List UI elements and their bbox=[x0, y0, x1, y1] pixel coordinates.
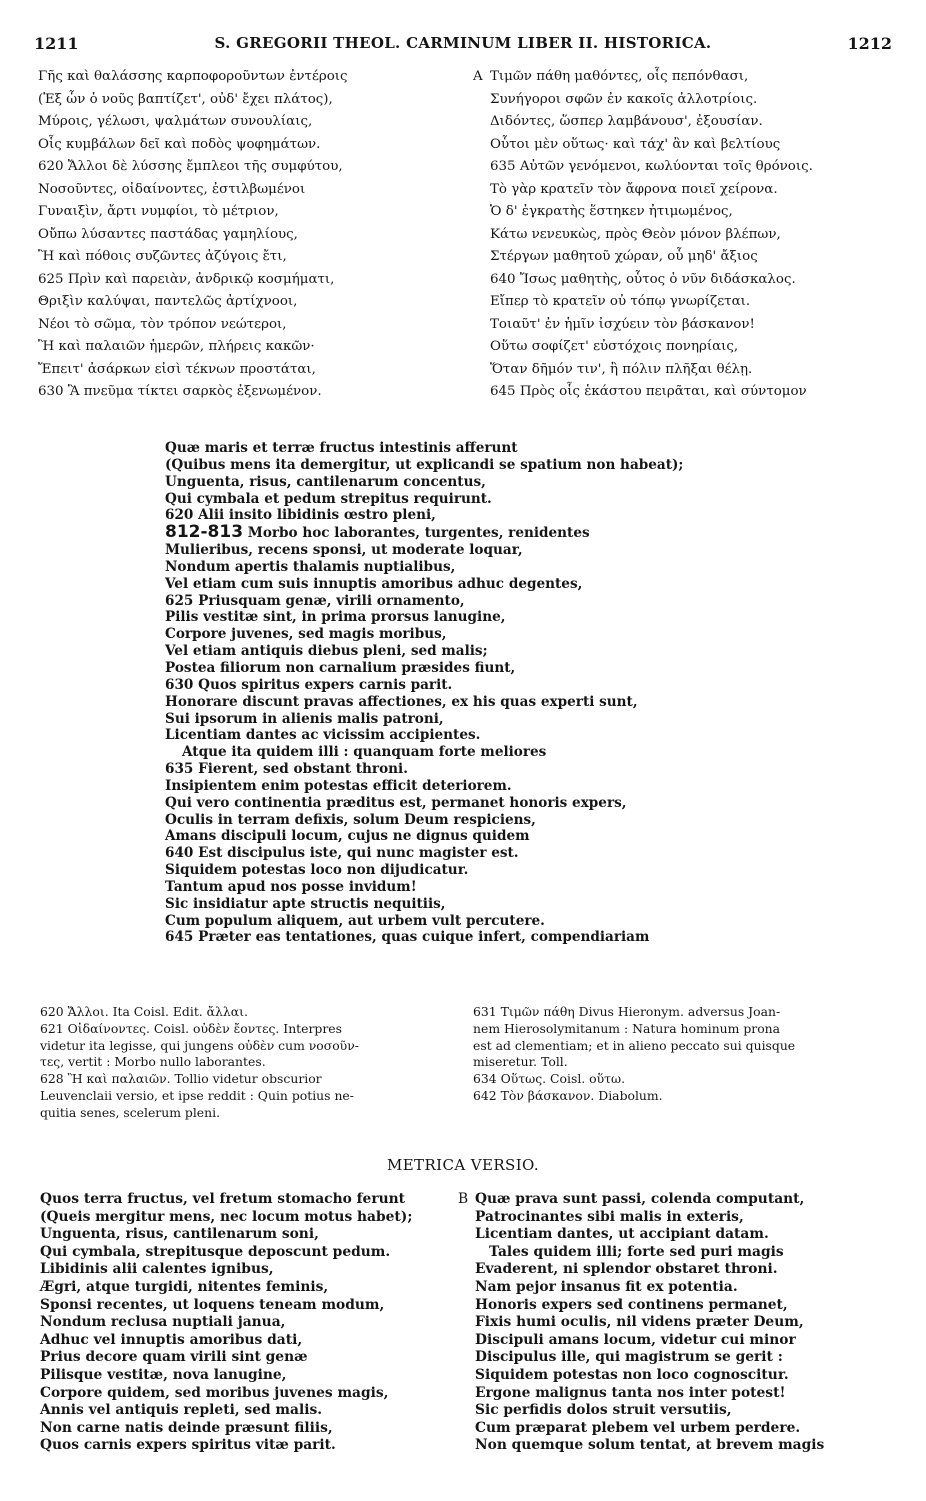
column-letter-marker: A bbox=[473, 69, 483, 84]
page-number-left: 1211 bbox=[34, 34, 79, 53]
latin-verse-line: Tantum apud nos posse invidum! bbox=[165, 878, 417, 895]
verse-text: Discipuli amans locum, videtur cui minor bbox=[475, 1331, 796, 1348]
verse-text: Οὕτω σοφίζετ' εὐστόχοις πονηρίαις, bbox=[490, 339, 739, 354]
metrica-verse-line bbox=[458, 1226, 898, 1244]
metrica-verse-line: Qui cymbala, strepitusque deposcunt pedum. bbox=[40, 1243, 391, 1260]
metrica-verse-line: Corpore quidem, sed moribus juvenes magis, bbox=[40, 1384, 389, 1401]
greek-verse-line bbox=[473, 134, 893, 157]
metrica-verse-line: Non carne natis deinde præsunt filiis, bbox=[40, 1419, 333, 1436]
metrica-versio-left-column bbox=[40, 1191, 460, 1455]
verse-text: Τιμῶν πάθη μαθόντες, οἷς πεπόνθασι, bbox=[490, 69, 749, 84]
latin-verse-line: Cum populum aliquem, aut urbem vult percutere. bbox=[165, 912, 545, 929]
metrica-verse-line: Nondum reclusa nuptiali janua, bbox=[40, 1314, 286, 1331]
footnote-line: 620 Ἄλλοι. Ita Coisl. Edit. ἄλλαι. bbox=[40, 1004, 248, 1019]
greek-verse-line: Νοσοῦντες, οἰδαίνοντες, ἐστιλβωμένοι bbox=[38, 181, 306, 197]
greek-verse-line bbox=[473, 381, 893, 404]
greek-verse-line: Γῆς καὶ θαλάσσης καρποφοροῦντων ἐντέροις bbox=[38, 69, 348, 84]
verse-text: Cum præparat plebem vel urbem perdere. bbox=[475, 1419, 801, 1436]
metrica-verse-line bbox=[458, 1209, 898, 1227]
verse-text: Licentiam dantes, ut accipiant datam. bbox=[475, 1226, 769, 1243]
footnote-line: 628 Ἢ καὶ παλαιῶν. Tollio videtur obscurior bbox=[40, 1071, 322, 1087]
metrica-verse-line: Pilisque vestitæ, nova lanugine, bbox=[40, 1366, 287, 1383]
greek-verse-line bbox=[473, 359, 893, 382]
greek-verse-line bbox=[473, 224, 893, 247]
verse-text: Διδόντες, ὥσπερ λαμβάνουσ', ἐξουσίαν. bbox=[490, 114, 763, 129]
greek-verse-line bbox=[473, 269, 893, 292]
footnote-line: est ad clementiam; et in alieno peccato sui quisque bbox=[473, 1037, 796, 1053]
metrica-verse-line bbox=[458, 1191, 898, 1209]
latin-verse-line: (Quibus mens ita demergitur, ut explicandi se spatium non habeat); bbox=[165, 456, 684, 473]
metrica-verse-line: (Queis mergitur mens, nec locum motus habet); bbox=[40, 1208, 413, 1225]
verse-text: Tales quidem illi; forte sed puri magis bbox=[489, 1243, 784, 1260]
verse-text: Τὸ γὰρ κρατεῖν τὸν ἄφρονα ποιεῖ χείρονα. bbox=[490, 181, 778, 197]
metrica-verse-line bbox=[458, 1244, 898, 1262]
metrica-verse-line: Libidinis alii calentes ignibus, bbox=[40, 1261, 274, 1278]
footnote-line: 621 Οἰδαίνοντες. Coisl. οὐδὲν ἔοντες. Interpres bbox=[40, 1020, 342, 1036]
metrica-verse-line bbox=[458, 1420, 898, 1438]
latin-verse-line: Unguenta, risus, cantilenarum concentus, bbox=[165, 473, 486, 490]
footnote-line: videtur ita legisse, qui jungens οὐδὲν cum νοσοῦν- bbox=[40, 1037, 359, 1053]
greek-verse-line: 625 Πρὶν καὶ παρειὰν, ἀνδρικῷ κοσμήματι, bbox=[38, 271, 335, 287]
latin-verse-line: Vel etiam cum suis innuptis amoribus adhuc degentes, bbox=[165, 575, 583, 592]
greek-verse-line bbox=[473, 201, 893, 224]
section-title: METRICA VERSIO. bbox=[386, 1156, 540, 1174]
greek-verse-line: Θριξὶν καλύψαι, παντελῶς ἀρτίχνοοι, bbox=[38, 294, 298, 309]
running-title: S. GREGORII THEOL. CARMINUM LIBER II. HISTORICA. bbox=[214, 34, 712, 52]
metrica-verse-line bbox=[458, 1279, 898, 1297]
metrica-verse-line: Quos terra fructus, vel fretum stomacho ferunt bbox=[40, 1191, 406, 1207]
metrica-verse-line bbox=[458, 1314, 898, 1332]
footnote-line: 642 Τὸν βάσκανον. Diabolum. bbox=[473, 1087, 663, 1103]
footnote-line: Leuvenclaii versio, et ipse reddit : Quin potius ne- bbox=[40, 1087, 354, 1103]
latin-verse-line: Sui ipsorum in alienis malis patroni, bbox=[165, 710, 444, 727]
greek-verse-line bbox=[473, 156, 893, 179]
greek-verse-line: (Ἐξ ὧν ὁ νοῦς βαπτίζετ', οὐδ' ἔχει πλάτος), bbox=[38, 91, 333, 107]
latin-verse-line: Pilis vestitæ sint, in prima prorsus lanugine, bbox=[165, 609, 506, 626]
verse-text: Ὁ δ' ἐγκρατὴς ἕστηκεν ἠτιμωμένος, bbox=[490, 204, 733, 219]
latin-verse-line: Nondum apertis thalamis nuptialibus, bbox=[165, 558, 456, 575]
metrica-verse-line: Unguenta, risus, cantilenarum soni, bbox=[40, 1226, 319, 1243]
column-letter-marker: B bbox=[458, 1191, 469, 1207]
latin-verse-line: 635 Fierent, sed obstant throni. bbox=[165, 761, 408, 778]
latin-verse-line: Qui vero continentia præditus est, permanet honoris expers, bbox=[165, 794, 627, 811]
metrica-verse-line bbox=[458, 1385, 898, 1403]
latin-verse-line: Mulieribus, recens sponsi, ut moderate loquar, bbox=[165, 542, 523, 559]
verse-text: Sic perfidis dolos struit versutiis, bbox=[475, 1402, 732, 1419]
latin-verse-line: Amans discipuli locum, cujus ne dignus quidem bbox=[165, 828, 530, 845]
latin-verse-line: Siquidem potestas loco non dijudicatur. bbox=[165, 862, 469, 879]
greek-verse-line: Μύροις, γέλωσι, ψαλμάτων συνουλίαις, bbox=[38, 114, 313, 129]
greek-verse-line bbox=[473, 66, 893, 89]
metrica-verse-line bbox=[458, 1402, 898, 1420]
verse-text: 645 Πρὸς οἷς ἑκάστου πειρᾶται, καὶ σύντομον bbox=[490, 384, 807, 399]
greek-verse-line: 620 Ἄλλοι δὲ λύσσης ἔμπλεοι τῆς συμφύτου, bbox=[38, 159, 343, 174]
metrica-verse-line bbox=[458, 1367, 898, 1385]
verse-text: 640 Ἴσως μαθητὴς, οὗτος ὁ νῦν διδάσκαλος. bbox=[490, 271, 796, 287]
latin-verse-line: Honorare discunt pravas affectiones, ex his quas experti sunt, bbox=[165, 693, 638, 710]
metrica-verse-line: Sponsi recentes, ut loquens teneam modum, bbox=[40, 1296, 385, 1313]
greek-verse-line bbox=[473, 179, 893, 202]
greek-text-left-column bbox=[38, 66, 458, 404]
verse-text: Εἴπερ τὸ κρατεῖν οὐ τόπῳ γνωρίζεται. bbox=[490, 294, 751, 309]
verse-text: Honoris expers sed continens permanet, bbox=[475, 1296, 788, 1313]
footnotes-left-column bbox=[40, 1004, 455, 1122]
greek-verse-line: Οὔπω λύσαντες παστάδας γαμηλίους, bbox=[38, 226, 298, 242]
verse-text: Fixis humi oculis, nil videns præter Deum, bbox=[475, 1314, 804, 1331]
metrica-verse-line: Prius decore quam virili sint genæ bbox=[40, 1349, 308, 1366]
verse-text: Οὗτοι μὲν οὕτως· καὶ τάχ' ἂν καὶ βελτίους bbox=[490, 136, 781, 152]
metrica-verse-line bbox=[458, 1261, 898, 1279]
latin-translation bbox=[165, 440, 755, 946]
verse-text: Quæ prava sunt passi, colenda computant, bbox=[475, 1191, 805, 1207]
verse-text: Συνήγοροι σφῶν ἐν κακοῖς ἀλλοτρίοις. bbox=[490, 91, 758, 107]
greek-text-right-column bbox=[473, 66, 893, 404]
footnotes-right-column bbox=[473, 1004, 893, 1105]
greek-verse-line bbox=[473, 111, 893, 134]
latin-verse-line: Oculis in terram defixis, solum Deum respiciens, bbox=[165, 811, 536, 828]
metrica-verse-line: Ægri, atque turgidi, nitentes feminis, bbox=[40, 1278, 329, 1295]
latin-verse-line bbox=[165, 524, 755, 542]
footnote-line: τες, vertit : Morbo nullo laborantes. bbox=[40, 1054, 266, 1070]
page-header bbox=[34, 34, 892, 58]
metrica-verse-line bbox=[458, 1437, 898, 1455]
latin-verse-line: 640 Est discipulus iste, qui nunc magister est. bbox=[165, 845, 519, 862]
verse-text: Patrocinantes sibi malis in exteris, bbox=[475, 1208, 744, 1225]
verse-text: Στέργων μαθητοῦ χώραν, οὗ μηδ' ἄξιος bbox=[490, 249, 758, 264]
greek-verse-line: Ἢ καὶ πόθοις συζῶντες ἀζύγοις ἔτι, bbox=[38, 249, 287, 264]
verse-text: Non quemque solum tentat, at brevem magis bbox=[475, 1437, 825, 1454]
metrica-verse-line bbox=[458, 1349, 898, 1367]
greek-verse-line bbox=[473, 336, 893, 359]
greek-verse-line: Νέοι τὸ σῶμα, τὸν τρόπον νεώτεροι, bbox=[38, 316, 287, 332]
verse-text: Τοιαῦτ' ἐν ἡμῖν ἰσχύειν τὸν βάσκανον! bbox=[490, 316, 755, 332]
latin-verse-line: Corpore juvenes, sed magis moribus, bbox=[165, 626, 447, 643]
greek-verse-line bbox=[473, 246, 893, 269]
latin-verse-line: 630 Quos spiritus expers carnis parit. bbox=[165, 676, 453, 693]
footnote-line: nem Hierosolymitanum : Natura hominum prona bbox=[473, 1020, 781, 1036]
latin-verse-line: 645 Præter eas tentationes, quas cuique infert, compendiariam bbox=[165, 929, 650, 946]
metrica-versio-right-column bbox=[458, 1191, 898, 1455]
verse-text: Morbo hoc laborantes, turgentes, renidentes bbox=[247, 525, 590, 542]
latin-verse-line: Vel etiam antiquis diebus pleni, sed malis; bbox=[165, 643, 488, 660]
greek-verse-line: Ἔπειτ' ἀσάρκων εἰσὶ τέκνων προστάται, bbox=[38, 361, 316, 377]
latin-verse-line: 625 Priusquam genæ, virili ornamento, bbox=[165, 592, 465, 609]
latin-verse-line: Quæ maris et terræ fructus intestinis afferunt bbox=[165, 440, 518, 456]
latin-verse-line: Qui cymbala et pedum strepitus requirunt. bbox=[165, 490, 492, 507]
verse-text: Κάτω νενευκὼς, πρὸς Θεὸν μόνον βλέπων, bbox=[490, 226, 781, 242]
latin-verse-line: Licentiam dantes ac vicissim accipientes. bbox=[165, 727, 481, 744]
footnote-line: 634 Οὕτως. Coisl. οὕτω. bbox=[473, 1071, 626, 1087]
verse-text: Nam pejor insanus fit ex potentia. bbox=[475, 1278, 738, 1295]
metrica-verse-line: Quos carnis expers spiritus vitæ parit. bbox=[40, 1437, 336, 1454]
metrica-verse-line: Annis vel antiquis repleti, sed malis. bbox=[40, 1402, 323, 1419]
verse-text: Ergone malignus tanta nos inter potest! bbox=[475, 1384, 786, 1401]
greek-verse-line: Γυναιξὶν, ἄρτι νυμφίοι, τὸ μέτριον, bbox=[38, 204, 279, 219]
greek-verse-line bbox=[473, 89, 893, 112]
latin-verse-line: Sic insidiatur apte structis nequitiis, bbox=[165, 895, 446, 912]
column-reference: 812-813 bbox=[165, 522, 244, 543]
latin-verse-line: Postea filiorum non carnalium præsides fiunt, bbox=[165, 659, 516, 676]
verse-text: 635 Αὐτῶν γενόμενοι, κωλύονται τοῖς θρόνοις. bbox=[490, 159, 813, 174]
metrica-verse-line: Adhuc vel innuptis amoribus dati, bbox=[40, 1331, 303, 1348]
greek-verse-line bbox=[473, 291, 893, 314]
greek-verse-line: Οἷς κυμβάλων δεῖ καὶ ποδὸς ψοφημάτων. bbox=[38, 136, 321, 152]
footnote-line: 631 Τιμῶν πάθη Divus Hieronym. adversus Joan- bbox=[473, 1004, 781, 1019]
latin-verse-line: Atque ita quidem illi : quanquam forte meliores bbox=[182, 744, 547, 761]
metrica-verse-line bbox=[458, 1297, 898, 1315]
greek-verse-line bbox=[473, 314, 893, 337]
verse-text: Siquidem potestas non loco cognoscitur. bbox=[475, 1366, 789, 1383]
verse-text: Ὅταν δῆμόν τιν', ἢ πόλιν πλῆξαι θέλῃ. bbox=[490, 361, 753, 377]
page-number-right: 1212 bbox=[847, 34, 892, 53]
latin-verse-line: Insipientem enim potestas efficit deteriorem. bbox=[165, 777, 512, 794]
greek-verse-line: Ἢ καὶ παλαιῶν ἡμερῶν, πλήρεις κακῶν· bbox=[38, 339, 315, 354]
footnote-line: quitia senes, scelerum pleni. bbox=[40, 1104, 221, 1120]
metrica-verse-line bbox=[458, 1332, 898, 1350]
verse-text: Evaderent, ni splendor obstaret throni. bbox=[475, 1261, 778, 1278]
verse-text: Discipulus ille, qui magistrum se gerit : bbox=[475, 1349, 783, 1366]
latin-verse-line: 620 Alii insito libidinis œstro pleni, bbox=[165, 507, 436, 524]
footnote-line: miseretur. Toll. bbox=[473, 1054, 568, 1070]
greek-verse-line: 630 Ἃ πνεῦμα τίκτει σαρκὸς ἐξενωμένον. bbox=[38, 384, 322, 399]
